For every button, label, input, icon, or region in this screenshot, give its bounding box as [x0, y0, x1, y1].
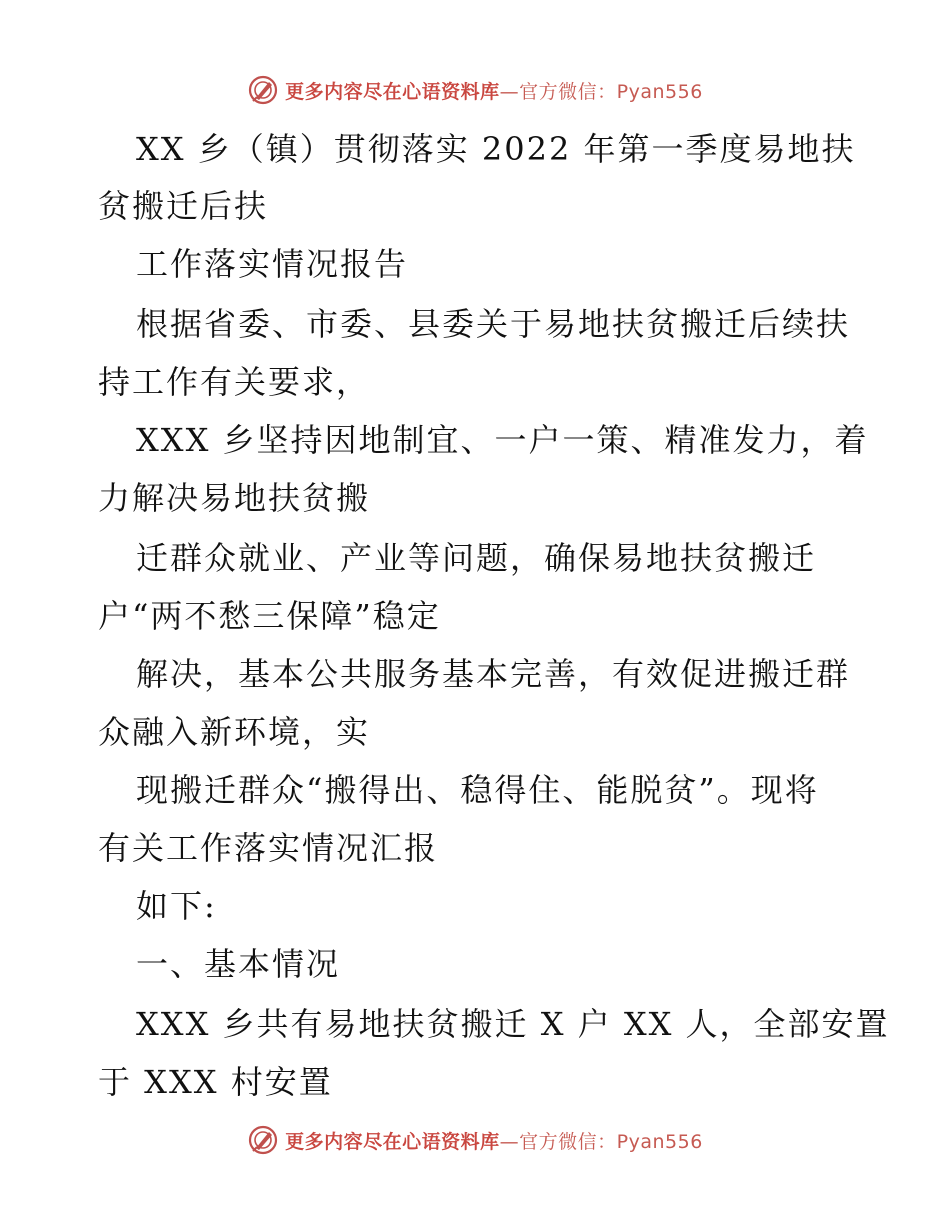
paragraph-line: 户“两不愁三保障”稳定: [98, 597, 441, 635]
title-line-3: 工作落实情况报告: [136, 245, 409, 283]
paragraph-line: 根据省委、市委、县委关于易地扶贫搬迁后续扶: [136, 305, 851, 343]
paragraph-line: 解决，基本公共服务基本完善，有效促进搬迁群: [136, 655, 851, 693]
paragraph-line: 迁群众就业、产业等问题，确保易地扶贫搬迁: [136, 539, 817, 577]
paragraph-line: XXX 乡坚持因地制宜、一户一策、精准发力，着: [136, 421, 869, 459]
section-heading: 一、基本情况: [136, 945, 341, 983]
watermark-text: [285, 1127, 703, 1154]
watermark-contact-text: —官方微信：Pyan556: [499, 80, 703, 103]
paragraph-line: 力解决易地扶贫搬: [98, 479, 371, 517]
paragraph-line: 现搬迁群众“搬得出、稳得住、能脱贫”。现将: [136, 771, 819, 809]
footer-watermark: [0, 1122, 950, 1158]
brush-seal-logo-icon: [247, 1124, 279, 1156]
paragraph-line: 于 XXX 村安置: [98, 1063, 333, 1101]
paragraph-line: XXX 乡共有易地扶贫搬迁 X 户 XX 人，全部安置: [136, 1005, 890, 1043]
watermark-main-text: 更多内容尽在心语资料库: [285, 1130, 500, 1153]
paragraph-line: 有关工作落实情况汇报: [98, 829, 439, 867]
paragraph-line: 如下:: [136, 887, 217, 925]
watermark-main-text: 更多内容尽在心语资料库: [285, 80, 500, 103]
paragraph-line: 众融入新环境，实: [98, 713, 371, 751]
title-line-1: XX 乡（镇）贯彻落实 2022 年第一季度易地扶: [136, 130, 856, 168]
paragraph-line: 持工作有关要求，: [98, 363, 371, 401]
watermark-contact-text: —官方微信：Pyan556: [499, 1130, 703, 1153]
title-line-2: 贫搬迁后扶: [98, 187, 269, 225]
